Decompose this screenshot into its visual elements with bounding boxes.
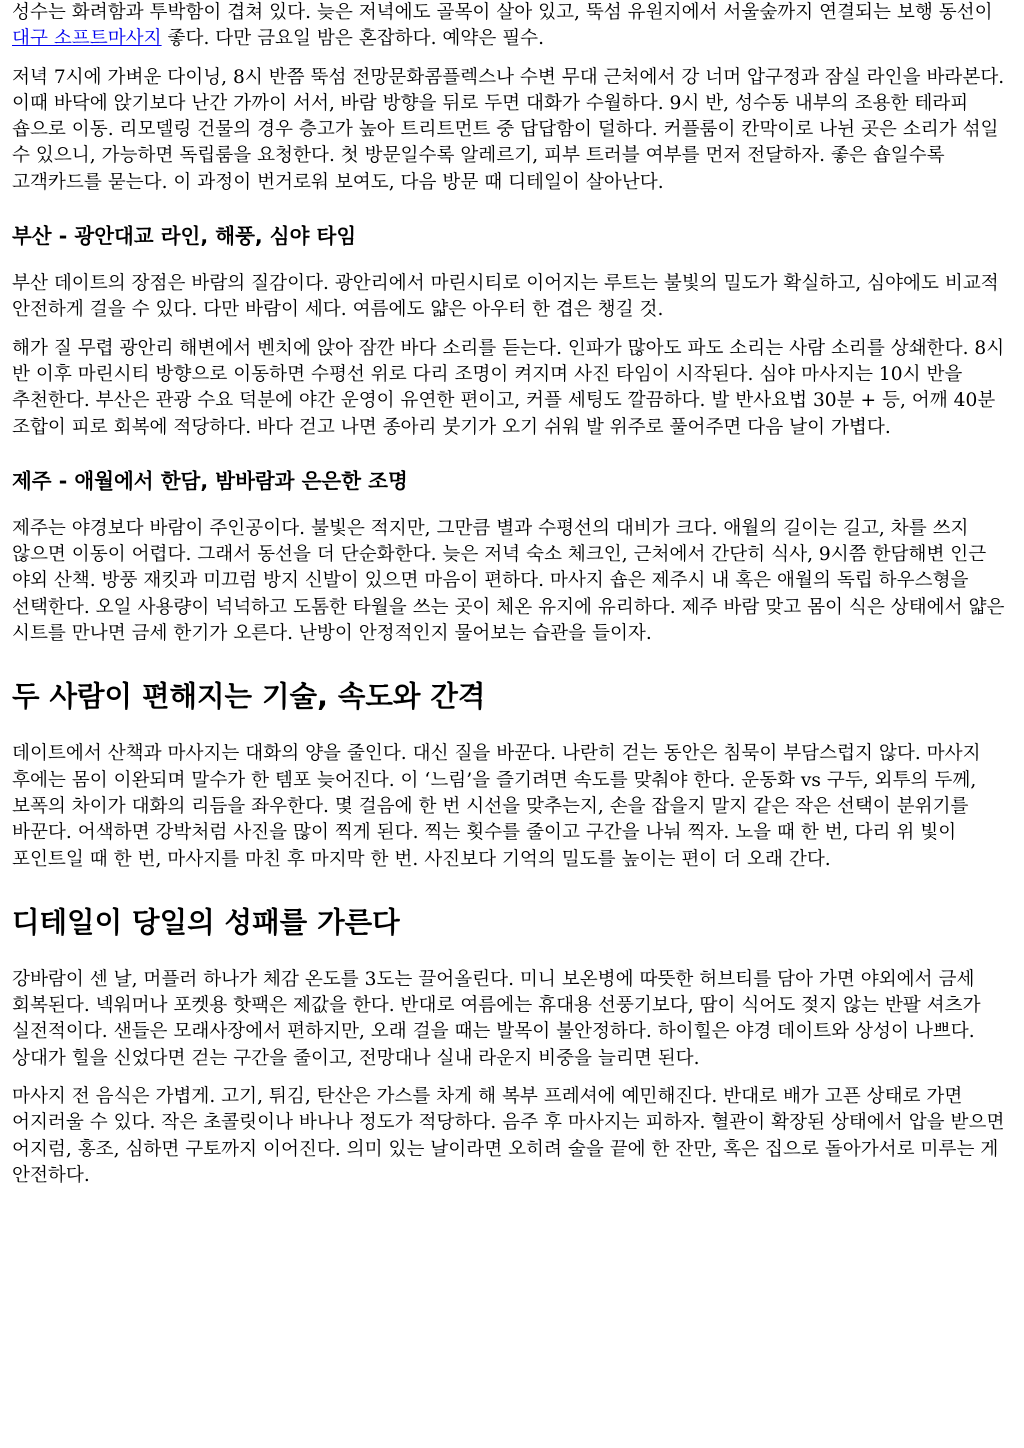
paragraph-details-food: 마사지 전 음식은 가볍게. 고기, 튀김, 탄산은 가스를 차게 해 복부 프레셔에 예민해진다. 반대로 배가 고픈 상태로 가면 어지러울 수 있다. 작은 초콜릿이나 바나나 정도가 적당하다. 음주 후 마사지는 피하자. 혈관이 확장된 상태에서 압을 받으면 어지럼, 홍조, 심하면 구토까지 이어진다. 의미 있는 날이라면 오히려 술을 끝에 한 잔만, 혹은 집으로 돌아가서로 미루는 게 안전하다. bbox=[12, 1086, 1005, 1186]
section-heading-pace: 두 사람이 편해지는 기술, 속도와 간격 bbox=[12, 680, 486, 714]
daegu-soft-massage-link[interactable]: 대구 소프트마사지 bbox=[12, 28, 162, 50]
section-heading-jeju: 제주 - 애월에서 한담, 밤바람과 은은한 조명 bbox=[12, 468, 408, 493]
paragraph-busan-intro: 부산 데이트의 장점은 바람의 질감이다. 광안리에서 마린시티로 이어지는 루트는 불빛의 밀도가 확실하고, 심야에도 비교적 안전하게 걸을 수 있다. 다만 바람이 세다. 여름에도 얇은 아우터 한 겹은 챙길 것. bbox=[12, 273, 999, 321]
section-heading-busan: 부산 - 광안대교 라인, 해풍, 심야 타임 bbox=[12, 224, 357, 249]
paragraph-details-weather: 강바람이 센 날, 머플러 하나가 체감 온도를 3도는 끌어올린다. 미니 보온병에 따뜻한 허브티를 담아 가면 야외에서 금세 회복된다. 넥워머나 포켓용 핫팩은 제값을 한다. 반대로 여름에는 휴대용 선풍기보다, 땀이 식어도 젖지 않는 반팔 셔츠가 실전적이다. 샌들은 모래사장에서 편하지만, 오래 걸을 때는 발목이 불안정하다. 하이힐은 야경 데이트와 상성이 나쁘다. 상대가 힐을 신었다면 걷는 구간을 줄이고, 전망대나 실내 라운지 비중을 늘리면 된다. bbox=[12, 968, 981, 1069]
paragraph-busan-route: 해가 질 무렵 광안리 해변에서 벤치에 앉아 잠깐 바다 소리를 듣는다. 인파가 많아도 파도 소리는 사람 소리를 상쇄한다. 8시 반 이후 마린시티 방향으로 이동하면 수평선 위로 다리 조명이 켜지며 사진 타임이 시작된다. 심야 마사지는 10시 반을 추천한다. 부산은 관광 수요 덕분에 야간 운영이 유연한 편이고, 커플 세팅도 깔끔하다. 발 반사요법 30분 + 등, 어깨 40분 조합이 피로 회복에 적당하다. 바다 걷고 나면 종아리 붓기가 오기 쉬워 발 위주로 풀어주면 다음 날이 가볍다. bbox=[12, 337, 1005, 438]
section-heading-details: 디테일이 당일의 성패를 가른다 bbox=[12, 905, 400, 939]
paragraph-text: 좋다. 다만 금요일 밤은 혼잡하다. 예약은 필수. bbox=[161, 28, 545, 50]
paragraph-seongsu-evening: 저녁 7시에 가벼운 다이닝, 8시 반쯤 뚝섬 전망문화콤플렉스나 수변 무대 근처에서 강 너머 압구정과 잠실 라인을 바라본다. 이때 바닥에 앉기보다 난간 가까이 서서, 바람 방향을 뒤로 두면 대화가 수월하다. 9시 반, 성수동 내부의 조용한 테라피 숍으로 이동. 리모델링 건물의 경우 층고가 높아 트리트먼트 중 답답함이 덜하다. 커플룸이 칸막이로 나뉜 곳은 소리가 섞일 수 있으니, 가능하면 독립룸을 요청한다. 첫 방문일수록 알레르기, 피부 트러블 여부를 먼저 전달하자. 좋은 숍일수록 고객카드를 묻는다. 이 과정이 번거로워 보여도, 다음 방문 때 디테일이 살아난다. bbox=[12, 66, 1005, 193]
paragraph-text: 성수는 화려함과 투박함이 겹쳐 있다. 늦은 저녁에도 골목이 살아 있고, 뚝섬 유원지에서 서울숲까지 연결되는 보행 동선이 bbox=[12, 2, 993, 23]
paragraph-seongsu-intro bbox=[12, 0, 1012, 53]
paragraph-jeju: 제주는 야경보다 바람이 주인공이다. 불빛은 적지만, 그만큼 별과 수평선의 대비가 크다. 애월의 길이는 길고, 차를 쓰지 않으면 이동이 어렵다. 그래서 동선을 더 단순화한다. 늦은 저녁 숙소 체크인, 근처에서 간단히 식사, 9시쯤 한담해변 인근 야외 산책. 방풍 재킷과 미끄럼 방지 신발이 있으면 마음이 편하다. 마사지 숍은 제주시 내 혹은 애월의 독립 하우스형을 선택한다. 오일 사용량이 넉넉하고 도톰한 타월을 쓰는 곳이 체온 유지에 유리하다. 제주 바람 맞고 몸이 식은 상태에서 얇은 시트를 만나면 금세 한기가 오른다. 난방이 안정적인지 물어보는 습관을 들이자. bbox=[12, 517, 1005, 645]
paragraph-pace: 데이트에서 산책과 마사지는 대화의 양을 줄인다. 대신 질을 바꾼다. 나란히 걷는 동안은 침묵이 부담스럽지 않다. 마사지 후에는 몸이 이완되며 말수가 한 템포 늦어진다. 이 ‘느림’을 즐기려면 속도를 맞춰야 한다. 운동화 vs 구두, 외투의 두께, 보폭의 차이가 대화의 리듬을 좌우한다. 몇 걸음에 한 번 시선을 맞추는지, 손을 잡을지 말지 같은 작은 선택이 분위기를 바꾼다. 어색하면 강박처럼 사진을 많이 찍게 된다. 찍는 횟수를 줄이고 구간을 나눠 찍자. 노을 때 한 번, 다리 위 빛이 포인트일 때 한 번, 마사지를 마친 후 마지막 한 번. 사진보다 기억의 밀도를 높이는 편이 더 오래 간다. bbox=[12, 743, 981, 870]
